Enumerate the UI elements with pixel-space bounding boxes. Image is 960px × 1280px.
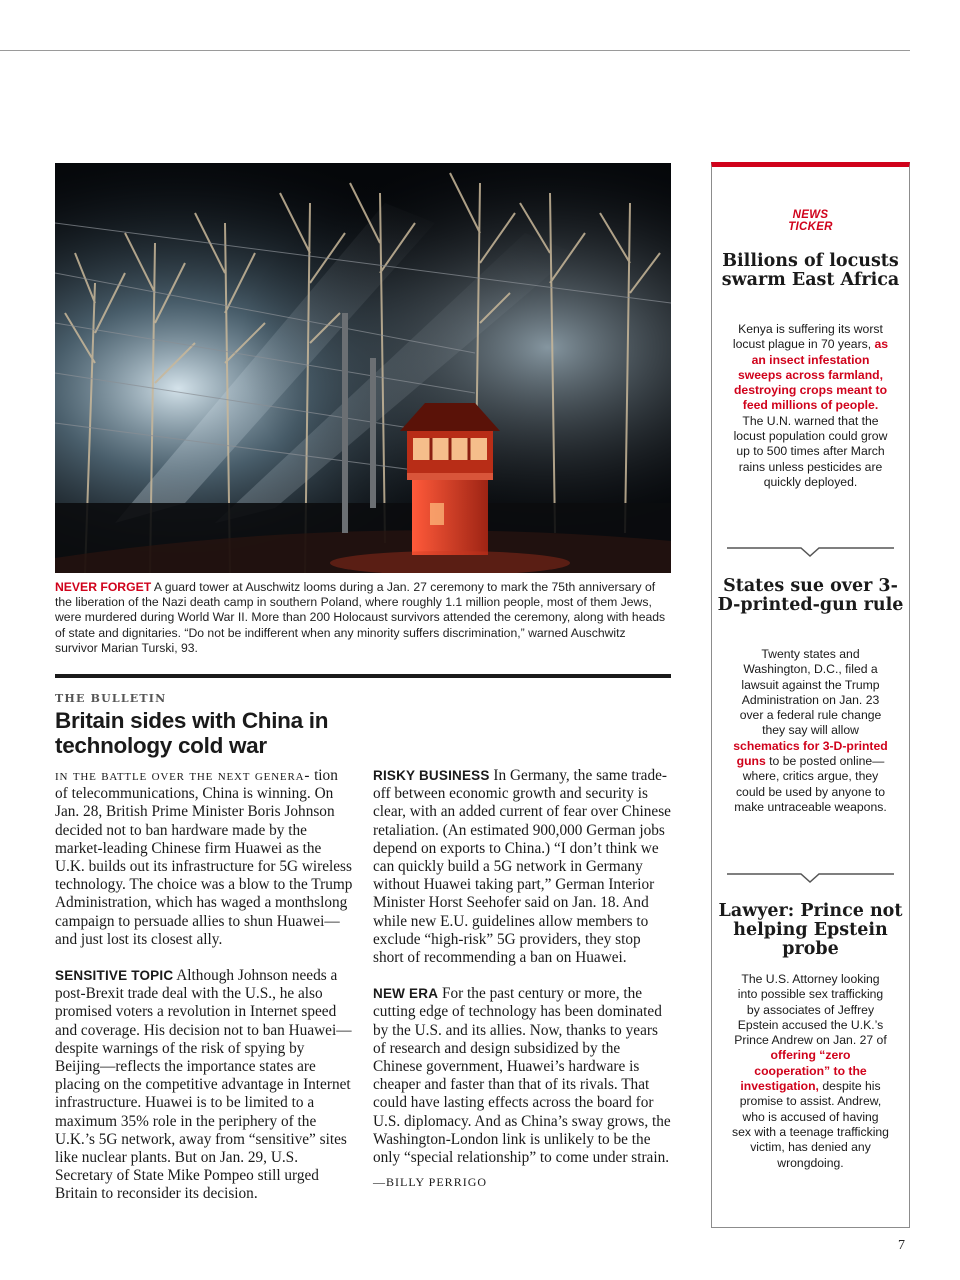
ticker-item-body: Kenya is suffering its worst locust plague in 70 years, as an insect infestation sweeps across farmland, destroying crops meant to feed millions of people. The U.N. warned that the locust population could grow up to 500 times after March rains unless pesticides are quickly deployed. <box>732 322 889 489</box>
news-ticker-label: NEWS TICKER <box>788 209 833 233</box>
subhead: SENSITIVE TOPIC <box>55 968 174 984</box>
caption-text: A guard tower at Auschwitz looms during a Jan. 27 ceremony to mark the 75th anniversary of the liberation of the Nazi death camp in southern Poland, where roughly 1.1 million people, most of them Jews, were murdered during World War II. More than 200 Holocaust survivors attended the ceremony, along with heads of state and dignitaries. “Do not be indifferent when any minority suffers discrimination,” warned Auschwitz survivor Marian Turski, 93. <box>55 580 666 655</box>
article-paragraph: RISKY BUSINESS In Germany, the same trade-off between economic growth and security is clear, with an added current of fear over Chinese retaliation. (An estimated 900,000 German jobs depend on exports to China.) “I don’t think we can quickly build a 5G network in Germany without Huawei taking part,” German Interior Minister Horst Seehofer said on Jan. 18. And while new E.U. guidelines allow members to exclude “high-risk” 5G providers, they stop short of recommending a ban on Huawei. <box>373 767 671 967</box>
page-number: 7 <box>898 1238 905 1253</box>
divider-chevron-icon <box>727 873 894 885</box>
article-divider <box>55 674 671 678</box>
ticker-item-body: Twenty states and Washington, D.C., filed a lawsuit against the Trump Administration on Jan. 23 over a federal rule change they say will allow schematics for 3-D-printed guns to be posted online—where, critics argue, they could be used by anyone to make untraceable weapons. <box>733 647 888 814</box>
top-rule <box>0 50 910 51</box>
news-ticker-sidebar <box>711 162 910 1228</box>
ticker-item-title: States sue over 3-D-printed-gun rule <box>717 576 904 615</box>
article-headline: Britain sides with China in technology cold war <box>55 708 329 758</box>
section-label: THE BULLETIN <box>55 692 167 705</box>
article-paragraph: NEW ERA For the past century or more, the cutting edge of technology has been dominated by the U.S. and its allies. Now, thanks to years of research and design subsidized by the Chinese government, Huawei’s hardware is cheaper and faster than that of its rivals. That could have lasting effects across the board for U.S. diplomacy. And as China’s sway grows, the Washington-London link is unlikely to be the only “special relationship” to come under strain. <box>373 985 671 1167</box>
subhead: RISKY BUSINESS <box>373 768 490 783</box>
caption-kicker: NEVER FORGET <box>55 580 152 594</box>
subhead: NEW ERA <box>373 986 439 1002</box>
article-paragraph: SENSITIVE TOPIC Although Johnson needs a post-Brexit trade deal with the U.S., he also promised voters a revolution in Internet speed and coverage. His decision not to ban Huawei—despite warnings of the risk of spying by Beijing—reflects the importance states are placing on the competitive advantage in Internet infrastructure. Huawei is to be limited to a maximum 35% role in the periphery of the U.K.’s 5G network, away from “sensitive” sites like nuclear plants. But on Jan. 29, U.S. Secretary of State Mike Pompeo still urged Britain to reconsider its decision. <box>55 967 352 1203</box>
article-paragraph: in the battle over the next genera- tion of telecommunications, China is winning. On Jan. 28, British Prime Minister Boris Johnson decided not to ban hardware made by the market-leading Chinese firm Huawei as the U.K. builds out its infrastructure for 5G wireless technology. The choice was a blow to the Trump Administration, which has waged a monthslong campaign to persuade allies to shun Huawei—and just lost its closest ally. <box>55 767 353 948</box>
ticker-item-title: Lawyer: Prince not helping Epstein probe <box>718 901 903 959</box>
ticker-item-body: The U.S. Attorney looking into possible sex trafficking by associates of Jeffrey Epstein accused the U.K.’s Prince Andrew on Jan. 27 of offering “zero cooperation” to the investigation, despite his promise to assist. Andrew, who is accused of having sex with a teenage trafficking victim, has denied any wrongdoing. <box>732 972 889 1170</box>
divider-chevron-icon <box>727 547 894 559</box>
article-column-2 <box>373 767 671 1209</box>
photo-illustration <box>55 163 671 573</box>
article-column-1 <box>55 767 353 1222</box>
byline: —BILLY PERRIGO <box>373 1175 488 1190</box>
auschwitz-photo <box>55 163 671 573</box>
ticker-item-title: Billions of locusts swarm East Africa <box>721 251 900 290</box>
lead-in: in the battle over the next genera- <box>55 767 311 784</box>
photo-caption <box>55 580 671 656</box>
